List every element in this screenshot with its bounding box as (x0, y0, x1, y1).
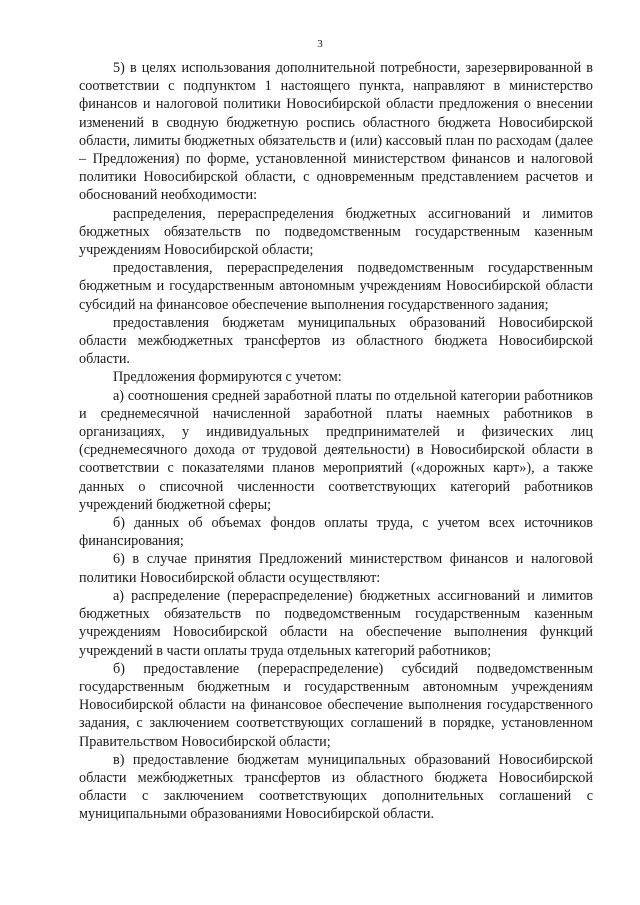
paragraph-subsidies: предоставления, перераспределения подведомственным государственным бюджетным и государственным автономным учреждениям Новосибирской области субсидий на финансовое обеспечение выполнения государственного задания; (79, 260, 593, 313)
paragraph-item-5: 5) в целях использования дополнительной потребности, зарезервированной в соответствии с подпунктом 1 настоящего пункта, направляют в министерство финансов и налоговой политики Новосибирской области предложения о внесении изменений в сводную бюджетную роспись областного бюджета Новосибирской области, лимиты бюджетных обязательств и (или) кассовый план по расходам (далее – Предложения) по форме, установленной министерством финансов и налоговой политики Новосибирской области, с одновременным представлением расчетов и обоснований необходимости: (79, 60, 593, 204)
paragraph-transfers: предоставления бюджетам муниципальных образований Новосибирской области межбюджетных трансфертов из областного бюджета Новосибирской области. (79, 314, 593, 368)
paragraph-item-6-v: в) предоставление бюджетам муниципальных образований Новосибирской области межбюджетных трансфертов из областного бюджета Новосибирской области с заключением соответствующих дополнительных соглашений с муниципальными образованиями Новосибирской области. (79, 751, 593, 823)
document-body (79, 59, 593, 824)
paragraph-item-6-a: а) распределение (перераспределение) бюджетных ассигнований и лимитов бюджетных обязательств по подведомственным государственным казенным учреждениям Новосибирской области на обеспечение выполнения функций учреждений в части оплаты труда отдельных категорий работников; (79, 587, 593, 659)
paragraph-subitem-a: а) соотношения средней заработной платы по отдельной категории работников и среднемесячной начисленной заработной платы наемных работников в организациях, у индивидуальных предпринимателей и физических лиц (среднемесячного дохода от трудовой деятельности) в Новосибирской области в соответствии с показателями планов мероприятий («дорожных карт»), а также данных о списочной численности соответствующих категорий работников учреждений бюджетной сферы; (79, 387, 593, 513)
paragraph-item-6: 6) в случае принятия Предложений министерством финансов и налоговой политики Новосибирской области осуществляют: (79, 551, 593, 586)
page-number: 3 (317, 38, 323, 50)
paragraph-item-6-b: б) предоставление (перераспределение) субсидий подведомственным государственным бюджетным и государственным автономным учреждениям Новосибирской области на финансовое обеспечение выполнения государственного задания, с заключением соответствующих соглашений в порядке, установленном Правительством Новосибирской области; (79, 660, 593, 750)
paragraph-distribution: распределения, перераспределения бюджетных ассигнований и лимитов бюджетных обязательств по подведомственным государственным казенным учреждениям Новосибирской области; (79, 205, 593, 259)
paragraph-proposals-intro: Предложения формируются с учетом: (113, 369, 342, 386)
paragraph-subitem-b: б) данных об объемах фондов оплаты труда, с учетом всех источников финансирования; (79, 515, 593, 550)
